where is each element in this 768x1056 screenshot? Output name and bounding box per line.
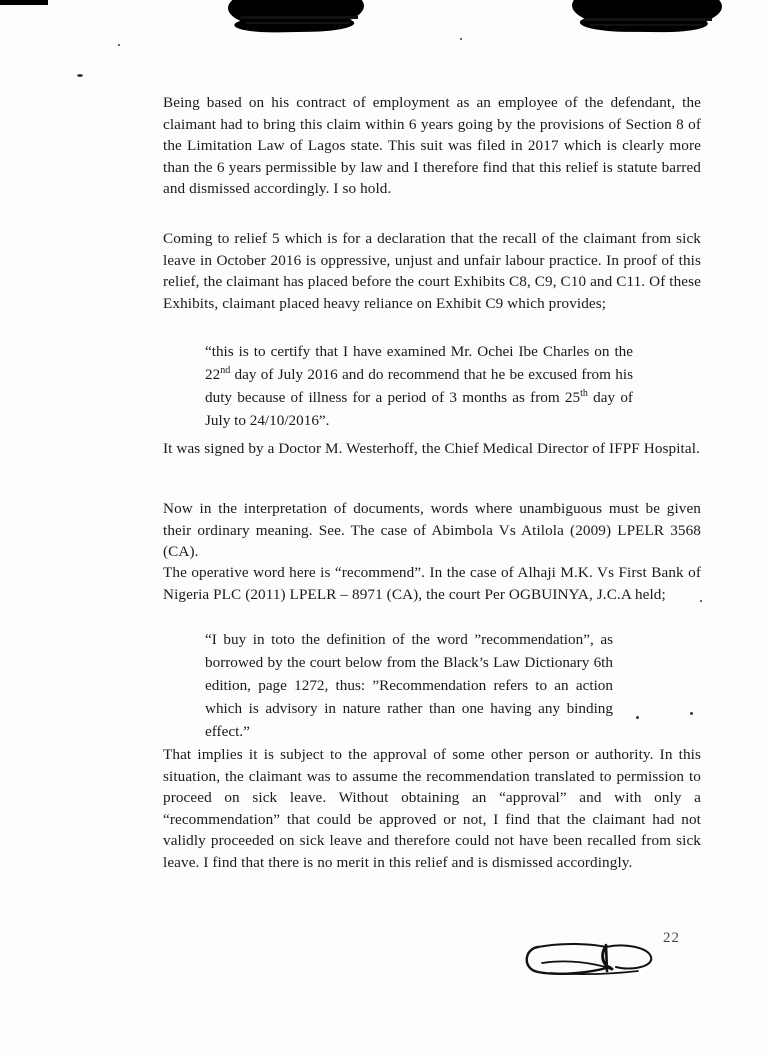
scan-artifact-streak	[584, 18, 712, 21]
handwritten-signature	[520, 925, 670, 995]
paragraph-interpretation-of-documents: Now in the interpretation of documents, words where unambiguous must be given their ordinary meaning. See. The case of Abimbola Vs Atilola (2009) LPELR 3568 (CA).	[163, 500, 701, 560]
scan-artifact-blob-left	[228, 0, 365, 29]
scan-artifact-streak	[246, 22, 350, 24]
paragraph-operative-word: The operative word here is “recommend”. In the case of Alhaji M.K. Vs First Bank of Nigeria PLC (2011) LPELR – 8971 (CA), the court Per OGBUINYA, J.C.A held;	[163, 564, 701, 603]
scan-speck	[118, 44, 120, 46]
quote-text-part-3: day of July to 24/10/2016”.	[205, 389, 633, 429]
quote-text-part-1: “this is to certify that I have examined Mr. Ochei Ibe Charles on the 22	[205, 343, 633, 383]
scan-speck	[690, 712, 693, 715]
scan-speck	[460, 38, 462, 40]
ordinal-suffix-25th: th	[580, 387, 588, 399]
paragraph-statute-barred: Being based on his contract of employment as an employee of the defendant, the claimant had to bring this claim within 6 years going by the provisions of Section 8 of the Limitation Law of Lagos state. This suit was filed in 2017 which is clearly more than the 6 years permissible by law and I therefore find that this relief is statute barred and dismissed accordingly. I so hold.	[163, 94, 701, 197]
paragraph-signed-by-doctor: It was signed by a Doctor M. Westerhoff, the Chief Medical Director of IFPF Hospital.	[163, 440, 700, 457]
paragraph-relief-five: Coming to relief 5 which is for a declaration that the recall of the claimant from sick leave in October 2016 is oppressive, unjust and unfair labour practice. In proof of this relief, the claimant has placed before the court Exhibits C8, C9, C10 and C11. Of these Exhibits, claimant placed heavy reliance on Exhibit C9 which provides;	[163, 230, 701, 312]
quote-blacks-law-dictionary: “I buy in toto the definition of the word ”recommendation”, as borrowed by the court below from the Black’s Law Dictionary 6th edition, page 1272, thus: ”Recommendation refers to an action which is advisory in nature rather than one having any binding effect.”	[205, 631, 613, 740]
quote-text-part-2: day of July 2016 and do recommend that he be excused from his duty because of illness for a period of 3 months as from 25	[205, 366, 633, 406]
ordinal-suffix-22nd: nd	[220, 364, 231, 376]
scan-speck	[636, 716, 639, 719]
scan-artifact-streak	[590, 24, 702, 26]
quote-medical-certificate	[205, 340, 633, 432]
scan-edge-bar	[0, 0, 48, 5]
scan-speck	[77, 74, 83, 77]
scan-artifact-streak	[240, 16, 358, 19]
page-number: 22	[663, 930, 680, 946]
paragraph-conclusion: That implies it is subject to the approval of some other person or authority. In this situation, the claimant was to assume the recommendation translated to permission to proceed on sick leave. Without obtaining an “approval” and with only a “recommendation” that could be approved or not, I find that the claimant had not validly proceeded on sick leave and therefore could not have been recalled from sick leave. I find that there is no merit in this relief and is dismissed accordingly.	[163, 746, 701, 871]
